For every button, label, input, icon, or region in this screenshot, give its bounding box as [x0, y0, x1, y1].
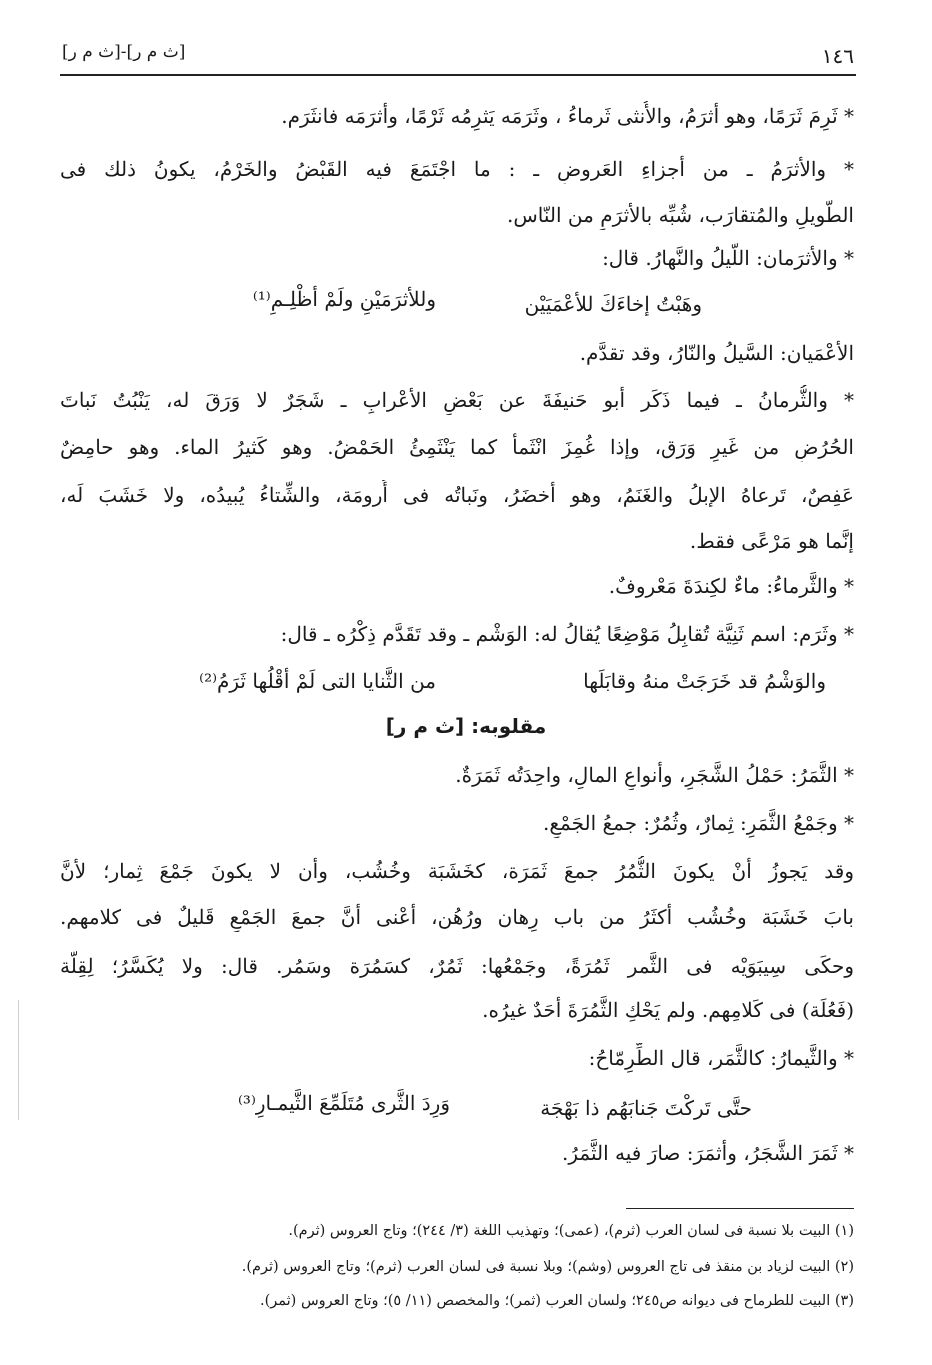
entry-line: * والأثرَمان: اللَّيلُ والنَّهارُ. قال: [602, 246, 854, 270]
footnote: (١) البيت بلا نسبة فى لسان العرب (ثرم)، (عمى)؛ وتهذيب اللغة (٣/ ٢٤٤)؛ وتاج العروس (ثرم). [288, 1223, 854, 1239]
entry-line: * والثُّرمانُ ـ فيما ذَكَر أبو حَنيفَةَ عن بَعْضِ الأعْرابِ ـ شَجَرٌ لا وَرَقَ له، يَنْبُتُ نَباتَ [60, 388, 854, 412]
entry-line: وحكَى سِيبَوَيْه فى الثَّمر ثَمُرَةً، وجَمْعُها: ثَمُرٌ، كسَمُرَة وسَمُر. قال: ولا يُكَسَّرُ؛ لِقِلَّة [60, 954, 854, 978]
running-header-root: [ث م ر]-[ث م ر] [62, 42, 186, 62]
verse-first-hemistich: وهَبْتُ إخاءَكَ للأعْمَيَيْن [524, 292, 702, 316]
verse-second-hemistich: وللأثرَمَيْنِ ولَمْ أظْلِـمِ⁽¹⁾ [252, 287, 436, 311]
footnote: (٣) البيت للطرماح فى ديوانه ص٢٤٥؛ ولسان العرب (ثمر)؛ والمخصص (١١/ ٥)؛ وتاج العروس (ثمر). [260, 1293, 854, 1309]
entry-line: * والأثرَمُ ـ من أجزاءِ العَروضِ ـ : ما اجْتَمَعَ فيه القَبْضُ والخَرْمُ، يكونُ ذلك فى [60, 157, 854, 181]
entry-line: (فَعُلَة) فى كَلامِهم. ولم يَحْكِ الثَّمُرَةَ أحَدٌ غيرُه. [482, 998, 854, 1022]
page-number: ١٤٦ [821, 44, 854, 68]
header-rule [60, 74, 856, 76]
footnote: (٢) البيت لزياد بن منقذ فى تاج العروس (وشم)؛ وبلا نسبة فى لسان العرب (ثرم)؛ وتاج العروس (ثرم). [241, 1259, 854, 1275]
subheading-maqlub: مقلوبه: [ث م ر] [385, 714, 547, 738]
verse-second-hemistich: من الثَّنايا التى لَمْ أقْلُها ثَرَمُ⁽²⁾ [199, 669, 436, 693]
footnote-rule [626, 1208, 854, 1209]
entry-line: إنَّما هو مَرْعًى فقط. [689, 529, 854, 553]
entry-line: * وثَرَم: اسم ثَنِيَّة تُقابِلُ مَوْضِعًا يُقالُ له: الوَشْم ـ وقد تَقَدَّم ذِكْرُه ـ قال: [280, 622, 854, 646]
entry-line: * والثَّرماءُ: ماءٌ لكِندَةَ مَعْروفٌ. [608, 574, 854, 598]
entry-line: * والثَّيمارُ: كالثَّمَر، قال الطِّرِمّاحُ: [588, 1046, 854, 1070]
verse-second-hemistich: وَرِدَ الثَّرى مُتَلَمِّعَ الثَّيمـارِ⁽³⁾ [237, 1091, 450, 1115]
entry-line: عَفِصٌ، تَرعاهُ الإبلُ والغَنَمُ، وهو أخضَرُ، ونَباتُه فى أُرومَة، والشِّتاءُ يُبيدُه، ولا خَشَبَ لَه، [60, 483, 854, 507]
entry-line: بابَ خَشَبَة وخُشُب أكثَرُ من باب رِهان ورُهُن، أعْنى أنَّ جمعَ الجَمْعِ قَليلٌ فى كلامهم. [60, 905, 854, 929]
scan-edge-mark [18, 1000, 19, 1120]
entry-line: * ثَمَرَ الشَّجَرُ، وأثمَرَ: صارَ فيه الثَّمَرُ. [561, 1141, 854, 1165]
entry-line: وقد يَجوزُ أنْ يكونَ الثُّمُرُ جمعَ ثَمَرَة، كخَشَبَة وخُشُب، وأن لا يكونَ جَمْعَ ثِمار؛ لأنَّ [60, 859, 854, 883]
verse-first-hemistich: والوَشْمُ قد خَرَجَتْ منهُ وقابَلَها [583, 669, 826, 693]
entry-line: * وجَمْعُ الثَّمَرِ: ثِمارٌ، وثُمُرٌ: جمعُ الجَمْعِ. [543, 811, 854, 835]
entry-line: الأعْمَيان: السَّيلُ والنّارُ، وقد تقدَّم. [579, 341, 854, 365]
entry-line: الطَّويلِ والمُتقارَب، شُبِّه بالأثرَمِ من النّاس. [506, 203, 854, 227]
entry-line: * ثَرِمَ ثَرَمًا، وهو أثرَمُ، والأُنثى ثَرماءُ ، وثَرَمَه يَثرِمُه ثَرْمًا، وأثرَمَه فانثَرَم. [281, 104, 854, 128]
verse-first-hemistich: حتَّى تَركْتَ جَنابَهُم ذا بَهْجَة [540, 1096, 752, 1120]
entry-line: * الثَّمَرُ: حَمْلُ الشَّجَرِ، وأنواعِ المالِ، واحِدَتُه ثَمَرَةٌ. [455, 763, 854, 787]
entry-line: الحُرُضِ من غَيرِ وَرَق، وإذا غُمِزَ انْثَمأ كما يَنْثَمِئُ الحَمْضُ. وهو كَثيرُ الماء. وهو حامِضٌ [60, 435, 854, 459]
